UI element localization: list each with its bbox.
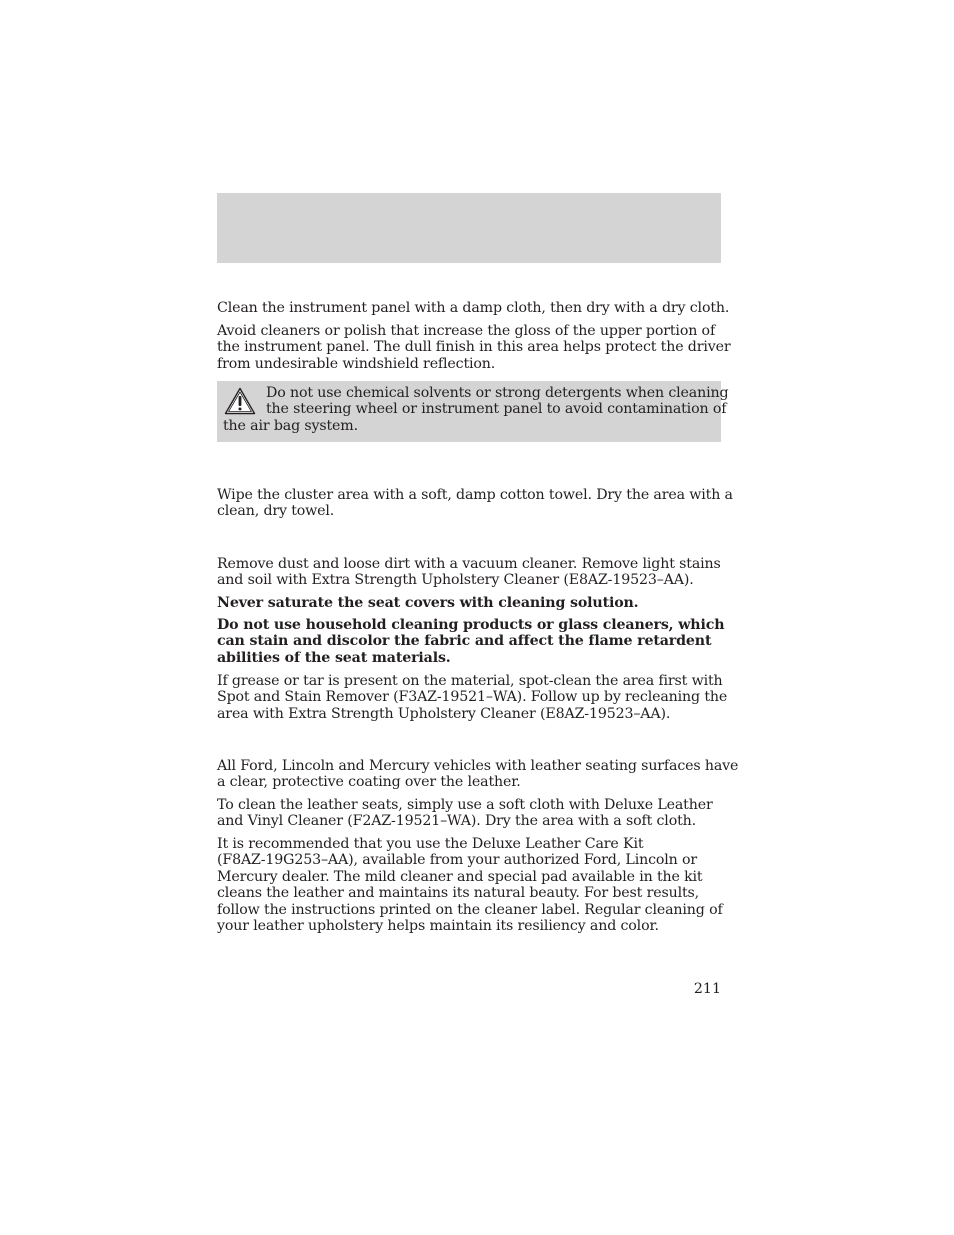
instrument-panel-paragraph-1: Clean the instrument panel with a damp cloth, then dry with a dry cloth. bbox=[217, 300, 730, 316]
cloth-seats-warning-saturate: Never saturate the seat covers with cleaning solution. bbox=[217, 595, 639, 611]
leather-seats-paragraph-2: To clean the leather seats, simply use a soft cloth with Deluxe Leather and Vinyl Cleaner (F2AZ-19521–WA). Dry the area with a soft cloth. bbox=[217, 797, 713, 830]
section-header-band bbox=[217, 193, 721, 263]
warning-box bbox=[217, 381, 729, 442]
cloth-seats-warning-household: Do not use household cleaning products or glass cleaners, which can stain and discolor the fabric and affect the flame retardent abilities of the seat materials. bbox=[217, 617, 725, 666]
leather-seats-paragraph-1: All Ford, Lincoln and Mercury vehicles with leather seating surfaces have a clear, protective coating over the leather. bbox=[217, 758, 739, 791]
instrument-panel-paragraph-2: Avoid cleaners or polish that increase the gloss of the upper portion of the instrument panel. The dull finish in this area helps protect the driver from undesirable windshield reflection. bbox=[217, 323, 731, 372]
leather-seats-paragraph-3: It is recommended that you use the Deluxe Leather Care Kit (F8AZ-19G253–AA), available from your authorized Ford, Lincoln or Mercury dealer. The mild cleaner and special pad available in the kit cleans the leather and maintains its natural beauty. For best results, follow the instructions printed on the cleaner label. Regular cleaning of your leather upholstery helps maintain its resiliency and color. bbox=[217, 836, 723, 935]
page-number: 211 bbox=[693, 981, 721, 997]
cluster-paragraph-1: Wipe the cluster area with a soft, damp cotton towel. Dry the area with a clean, dry towel. bbox=[217, 487, 733, 520]
cloth-seats-paragraph-grease: If grease or tar is present on the material, spot-clean the area first with Spot and Stain Remover (F3AZ-19521–WA). Follow up by recleaning the area with Extra Strength Upholstery Cleaner (E8AZ-19523–AA). bbox=[217, 673, 728, 722]
warning-text: Do not use chemical solvents or strong detergents when cleaning the steering wheel or instrument panel to avoid contamination of the air bag system. bbox=[223, 385, 729, 434]
cloth-seats-paragraph-1: Remove dust and loose dirt with a vacuum cleaner. Remove light stains and soil with Extra Strength Upholstery Cleaner (E8AZ-19523–AA). bbox=[217, 556, 721, 589]
